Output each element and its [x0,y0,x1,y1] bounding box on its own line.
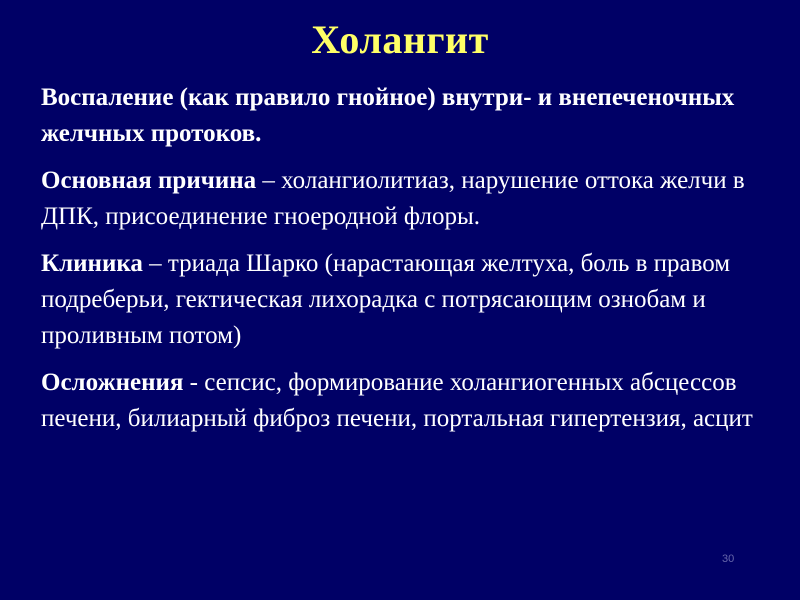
definition-paragraph [41,80,771,152]
cause-term: Основная причина [41,167,257,194]
slide-number: 30 [722,553,735,565]
complications-paragraph [41,365,771,437]
complications-text: - сепсис, формирование холангиогенных абсцессов печени, билиарный фиброз печени, портальная гипертензия, асцит [41,369,753,432]
slide-content [41,80,771,448]
definition-text: Воспаление (как правило гнойное) внутри- и внепеченочных желчных протоков. [41,84,735,147]
clinic-paragraph [41,246,771,354]
complications-term: Осложнения [41,369,184,396]
slide-title: Холангит [311,17,489,62]
clinic-text: – триада Шарко (нарастающая желтуха, боль в правом подреберьи, гектическая лихорадка с потрясающим ознобам и проливным потом) [41,250,731,349]
cause-text: – холангиолитиаз, нарушение оттока желчи в ДПК, присоединение гноеродной флоры. [41,167,745,230]
clinic-term: Клиника [41,250,143,277]
cause-paragraph [41,163,771,235]
